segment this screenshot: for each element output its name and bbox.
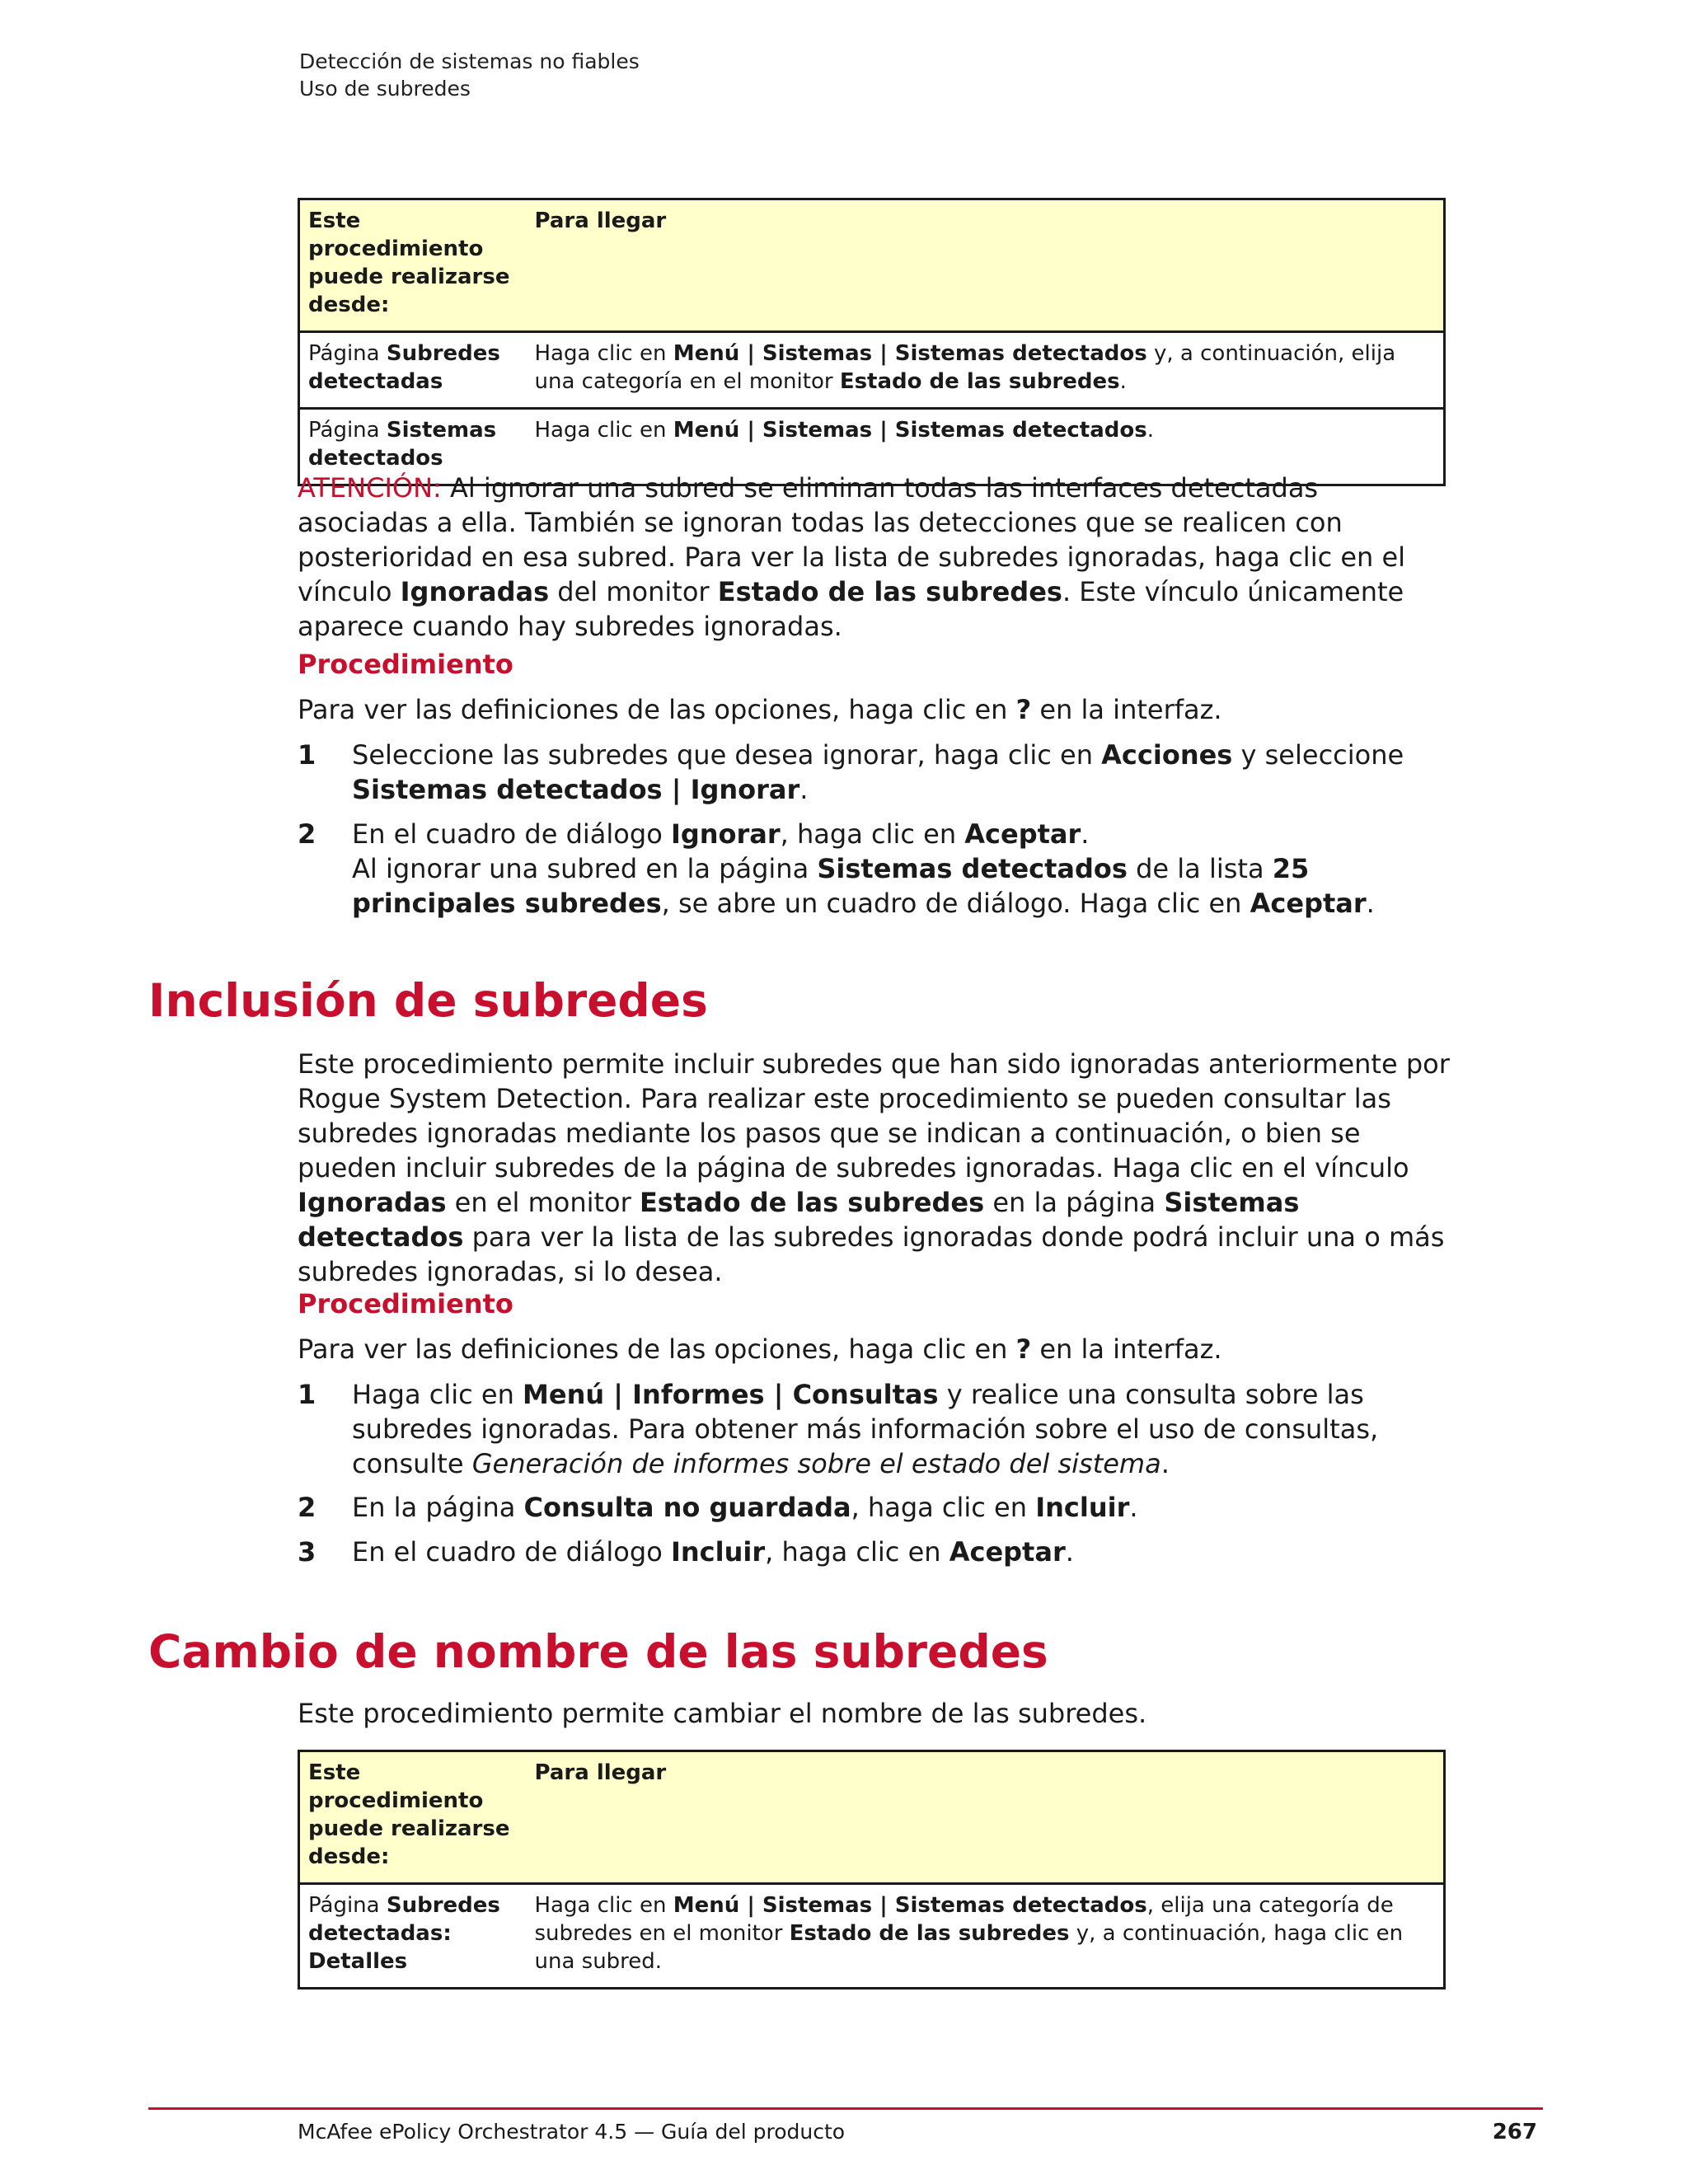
cell-text: y, a continuación, elija una categoría en el monitor bbox=[534, 341, 1396, 394]
cell-text: . bbox=[1146, 418, 1154, 443]
step-span: . bbox=[1129, 1492, 1138, 1523]
help-symbol: ? bbox=[1015, 1333, 1032, 1365]
step-span: y seleccione bbox=[1232, 739, 1404, 771]
table-header-from: Este procedimiento puede realizarse desde: bbox=[299, 1751, 527, 1884]
step-span: , haga clic en bbox=[765, 1536, 950, 1568]
step-bold: Incluir bbox=[1035, 1492, 1130, 1523]
cell-text: , elija una categoría de subredes en el monitor bbox=[534, 1893, 1394, 1946]
step-span: , se abre un cuadro de diálogo. Haga clic en bbox=[661, 888, 1250, 919]
step-number: 1 bbox=[298, 1379, 316, 1410]
step-span: Haga clic en bbox=[352, 1379, 523, 1410]
cell-text: Haga clic en bbox=[534, 1893, 673, 1918]
step-bold: Menú | Informes | Consultas bbox=[523, 1379, 939, 1410]
table-header-how: Para llegar bbox=[527, 199, 1445, 332]
para-text: en la página bbox=[984, 1187, 1165, 1218]
step-text bbox=[352, 738, 1451, 807]
procedure-heading-2: Procedimiento bbox=[298, 1288, 513, 1319]
procedure-intro-1 bbox=[298, 692, 1451, 727]
step-span: , haga clic en bbox=[851, 1492, 1036, 1523]
step-span: . bbox=[1366, 888, 1375, 919]
cell-bold: Estado de las subredes bbox=[789, 1921, 1070, 1946]
cell-text: Página bbox=[308, 418, 387, 443]
step-bold: Aceptar bbox=[964, 818, 1081, 850]
section1-paragraph bbox=[298, 1047, 1451, 1289]
procedure1-step-1 bbox=[298, 738, 1451, 807]
para-bold: Ignoradas bbox=[298, 1187, 447, 1218]
cell-text: y, a continuación, haga clic en una subred. bbox=[534, 1921, 1404, 1974]
step-number: 3 bbox=[298, 1536, 316, 1568]
note-text: Al ignorar una subred se eliminan todas las interfaces detectadas asociadas a ella. También se ignoran todas las detecciones que se realicen con posterioridad en esa subred. Para ver la lista de subredes ignoradas, haga clic en el vínculo bbox=[298, 472, 1406, 607]
cell-text: Página bbox=[308, 341, 387, 366]
section-title-rename: Cambio de nombre de las subredes bbox=[148, 1625, 1048, 1678]
help-symbol: ? bbox=[1015, 694, 1032, 725]
running-header-section: Uso de subredes bbox=[299, 77, 471, 101]
cell-bold: Menú | Sistemas | Sistemas detectados bbox=[673, 341, 1147, 366]
section2-paragraph: Este procedimiento permite cambiar el nombre de las subredes. bbox=[298, 1698, 1147, 1729]
step-span: En la página bbox=[352, 1492, 524, 1523]
table-header-row bbox=[299, 1751, 1445, 1884]
step-bold: Aceptar bbox=[949, 1536, 1066, 1568]
step-span: Seleccione las subredes que desea ignorar, haga clic en bbox=[352, 739, 1102, 771]
para-bold: Sistemas detectados bbox=[298, 1187, 1300, 1253]
step-line bbox=[352, 817, 1451, 851]
step-span: En el cuadro de diálogo bbox=[352, 1536, 671, 1568]
step-text bbox=[352, 817, 1451, 921]
doc-reference: Generación de informes sobre el estado del sistema bbox=[471, 1448, 1161, 1479]
procedure1-step-2 bbox=[298, 817, 1451, 921]
step-span: . bbox=[1065, 1536, 1074, 1568]
note-text: del monitor bbox=[549, 576, 718, 607]
table-header-row bbox=[299, 199, 1445, 332]
table-cell-from bbox=[299, 332, 527, 409]
note-bold: Estado de las subredes bbox=[717, 576, 1062, 607]
attention-note bbox=[298, 471, 1451, 644]
step-bold: 25 principales subredes bbox=[352, 853, 1310, 919]
table-row bbox=[299, 332, 1445, 409]
step-bold: Ignorar bbox=[670, 818, 781, 850]
step-text bbox=[352, 1535, 1451, 1569]
step-span: y realice una consulta sobre las subredes ignoradas. Para obtener más información sobre el uso de consultas, consulte bbox=[352, 1379, 1379, 1479]
step-line bbox=[352, 851, 1451, 921]
section-title-inclusion: Inclusión de subredes bbox=[148, 974, 708, 1027]
step-bold: Sistemas detectados bbox=[817, 853, 1128, 884]
cell-bold: Menú | Sistemas | Sistemas detectados bbox=[673, 418, 1147, 443]
procedure-location-table-2 bbox=[298, 1750, 1446, 1990]
procedure-intro-2 bbox=[298, 1332, 1451, 1366]
table-cell-how bbox=[527, 1884, 1445, 1989]
step-number: 2 bbox=[298, 1492, 316, 1523]
cell-text: Haga clic en bbox=[534, 418, 673, 443]
para-text: en el monitor bbox=[446, 1187, 640, 1218]
cell-text: Página bbox=[308, 1893, 387, 1918]
step-span: En el cuadro de diálogo bbox=[352, 818, 671, 850]
step-span: . bbox=[799, 774, 809, 805]
running-header-chapter: Detección de sistemas no fiables bbox=[299, 49, 640, 73]
attention-label: ATENCIÓN: bbox=[298, 472, 442, 504]
cell-bold: Estado de las subredes bbox=[839, 369, 1120, 394]
step-text bbox=[352, 1377, 1451, 1481]
para-text: para ver la lista de las subredes ignoradas donde podrá incluir una o más subredes ignoradas, si lo desea. bbox=[298, 1221, 1445, 1287]
step-span: . bbox=[1081, 818, 1090, 850]
table-row bbox=[299, 1884, 1445, 1989]
cell-bold: Menú | Sistemas | Sistemas detectados bbox=[673, 1893, 1147, 1918]
cell-bold: Sistemas detectados bbox=[308, 418, 497, 471]
intro-text: en la interfaz. bbox=[1031, 1333, 1222, 1365]
procedure-heading-1: Procedimiento bbox=[298, 649, 513, 680]
step-bold: Acciones bbox=[1101, 739, 1233, 771]
step-span: , haga clic en bbox=[780, 818, 965, 850]
step-span: Al ignorar una subred en la página bbox=[352, 853, 818, 884]
procedure2-step-2 bbox=[298, 1490, 1451, 1525]
step-text bbox=[352, 1490, 1451, 1525]
para-text: Este procedimiento permite incluir subredes que han sido ignoradas anteriormente por Rogue System Detection. Para realizar este procedimiento se pueden consultar las subredes ignoradas mediante los pasos que se indican a continuación, o bien se pueden incluir subredes de la página de subredes ignoradas. Haga clic en el vínculo bbox=[298, 1048, 1450, 1183]
cell-bold: Subredes detectadas bbox=[308, 341, 500, 394]
step-bold: Aceptar bbox=[1250, 888, 1367, 919]
step-span: . bbox=[1160, 1448, 1170, 1479]
step-number: 1 bbox=[298, 739, 316, 771]
cell-text: Haga clic en bbox=[534, 341, 673, 366]
step-bold: Sistemas detectados | Ignorar bbox=[352, 774, 800, 805]
table-header-how: Para llegar bbox=[527, 1751, 1445, 1884]
intro-text: Para ver las definiciones de las opciones, haga clic en bbox=[298, 1333, 1016, 1365]
intro-text: en la interfaz. bbox=[1031, 694, 1222, 725]
step-bold: Consulta no guardada bbox=[523, 1492, 851, 1523]
para-bold: Estado de las subredes bbox=[639, 1187, 985, 1218]
step-number: 2 bbox=[298, 818, 316, 850]
procedure2-step-3 bbox=[298, 1535, 1451, 1569]
running-header bbox=[299, 48, 640, 102]
procedure-location-table-1 bbox=[298, 198, 1446, 486]
table-header-from: Este procedimiento puede realizarse desde: bbox=[299, 199, 527, 332]
intro-text: Para ver las definiciones de las opciones, haga clic en bbox=[298, 694, 1016, 725]
table-cell-how bbox=[527, 332, 1445, 409]
cell-bold: Subredes detectadas: Detalles bbox=[308, 1893, 500, 1974]
procedure2-step-1 bbox=[298, 1377, 1451, 1481]
footer-product-title: McAfee ePolicy Orchestrator 4.5 — Guía del producto bbox=[298, 2120, 846, 2144]
footer-rule bbox=[148, 2107, 1543, 2110]
step-bold: Incluir bbox=[670, 1536, 766, 1568]
table-cell-from bbox=[299, 1884, 527, 1989]
step-span: de la lista bbox=[1127, 853, 1273, 884]
page-number: 267 bbox=[1492, 2120, 1537, 2144]
note-bold: Ignoradas bbox=[400, 576, 550, 607]
note-text: . Este vínculo únicamente aparece cuando hay subredes ignoradas. bbox=[298, 576, 1404, 642]
cell-text: . bbox=[1119, 369, 1127, 394]
